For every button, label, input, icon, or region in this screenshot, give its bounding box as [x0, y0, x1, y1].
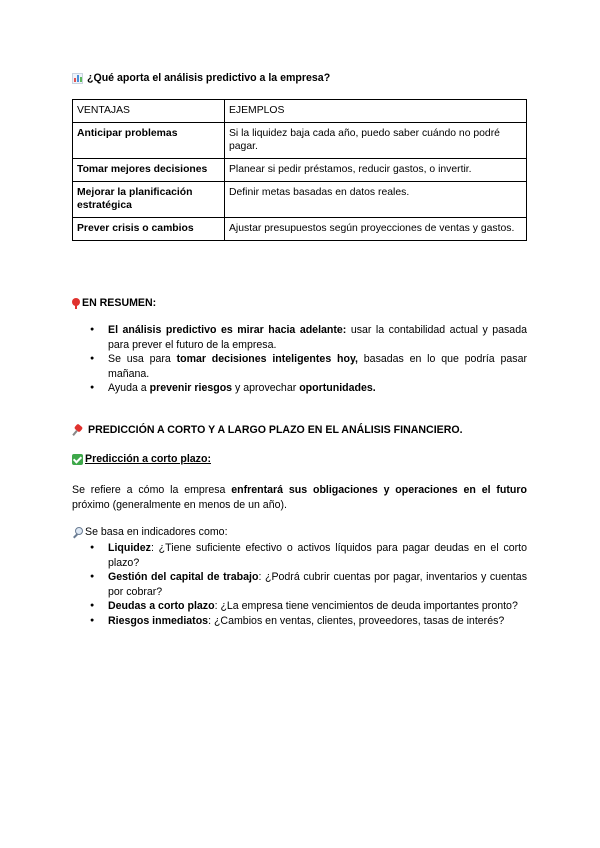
resumen-list — [72, 323, 527, 396]
bar-chart-icon — [72, 73, 83, 84]
table-cell-ventaja: Anticipar problemas — [73, 123, 225, 159]
round-pushpin-icon — [72, 298, 80, 309]
corto-plazo-paragraph: Se refiere a cómo la empresa enfrentará sus obligaciones y operaciones en el futuro próximo (generalmente en menos de un año). — [72, 484, 527, 511]
list-item: ● Ayuda a prevenir riesgos y aprovechar oportunidades. — [72, 381, 527, 396]
prediccion-heading-text: PREDICCIÓN A CORTO Y A LARGO PLAZO EN EL ANÁLISIS FINANCIERO. — [88, 424, 463, 436]
list-item: ● Se usa para tomar decisiones inteligentes hoy, basadas en lo que podría pasar mañana. — [72, 352, 527, 381]
table-header-row — [73, 100, 527, 123]
check-mark-icon — [72, 454, 83, 465]
table-cell-ejemplo: Ajustar presupuestos según proyecciones de ventas y gastos. — [225, 218, 527, 241]
table-cell-ventaja: Mejorar la planificación estratégica — [73, 182, 225, 218]
list-item: ● Liquidez: ¿Tiene suficiente efectivo o activos líquidos para pagar deudas en el corto plazo? — [72, 541, 527, 570]
prediccion-heading — [72, 424, 463, 436]
table-cell-ejemplo: Si la liquidez baja cada año, puedo saber cuándo no podré pagar. — [225, 123, 527, 159]
ventajas-table — [72, 99, 527, 241]
table-cell-ventaja: Prever crisis o cambios — [73, 218, 225, 241]
corto-plazo-subheading — [72, 453, 211, 465]
section-title-text: ¿Qué aporta el análisis predictivo a la empresa? — [87, 72, 331, 84]
magnifier-icon — [72, 527, 83, 538]
pushpin-icon — [72, 424, 84, 436]
list-item: ● El análisis predictivo es mirar hacia adelante: usar la contabilidad actual y pasada para prever el futuro de la empresa. — [72, 323, 527, 352]
section-title-analisis — [72, 72, 330, 84]
resumen-heading — [72, 297, 156, 309]
indicadores-intro — [72, 526, 228, 538]
header-ejemplos: EJEMPLOS — [225, 100, 527, 123]
table-row — [73, 123, 527, 159]
resumen-heading-text: EN RESUMEN: — [82, 297, 157, 309]
list-item: ● Gestión del capital de trabajo: ¿Podrá cubrir cuentas por pagar, inventarios y cuentas por cobrar? — [72, 570, 527, 599]
list-item: ● Riesgos inmediatos: ¿Cambios en ventas, clientes, proveedores, tasas de interés? — [72, 614, 527, 629]
indicadores-list — [72, 541, 527, 628]
table-cell-ejemplo: Planear si pedir préstamos, reducir gastos, o invertir. — [225, 159, 527, 182]
list-item: ● Deudas a corto plazo: ¿La empresa tiene vencimientos de deuda importantes pronto? — [72, 599, 527, 614]
indicadores-intro-text: Se basa en indicadores como: — [85, 526, 228, 538]
header-ventajas: VENTAJAS — [73, 100, 225, 123]
table-row — [73, 182, 527, 218]
table-row — [73, 159, 527, 182]
table-row — [73, 218, 527, 241]
table-cell-ventaja: Tomar mejores decisiones — [73, 159, 225, 182]
corto-plazo-subheading-text: Predicción a corto plazo: — [85, 453, 211, 465]
table-cell-ejemplo: Definir metas basadas en datos reales. — [225, 182, 527, 218]
